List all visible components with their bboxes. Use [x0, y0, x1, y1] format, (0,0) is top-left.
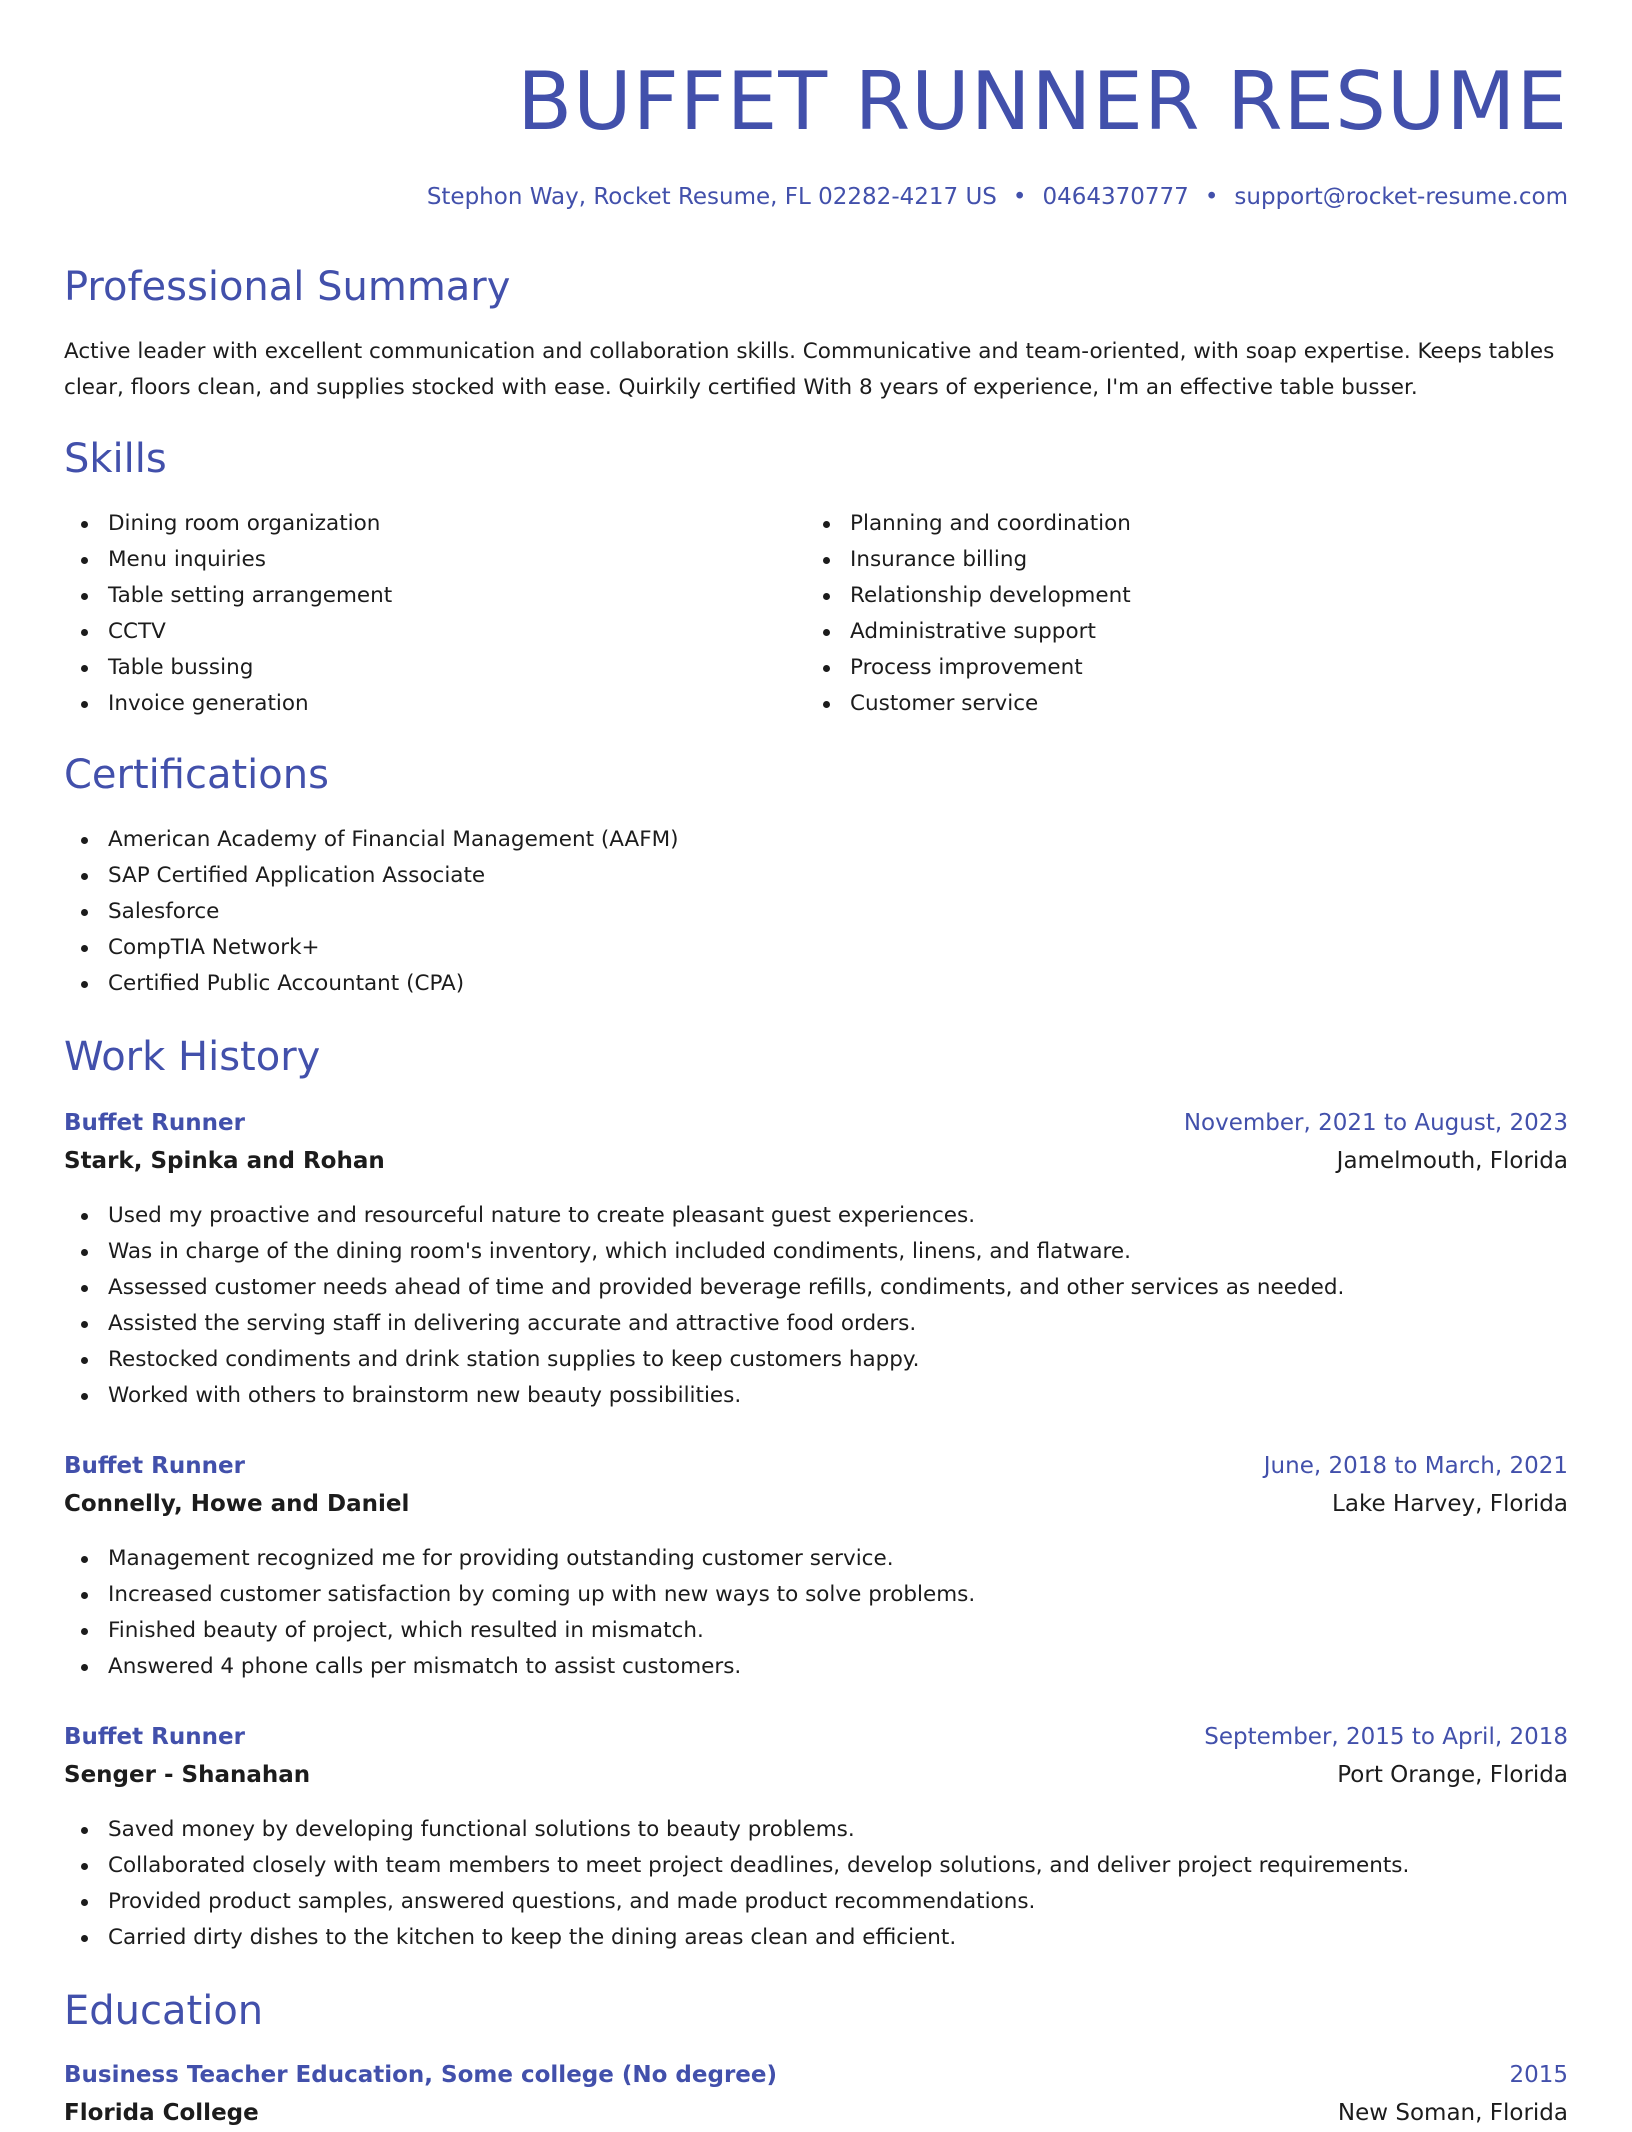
contact-phone: 0464370777 [1042, 184, 1189, 210]
job-dates: September, 2015 to April, 2018 [1204, 1724, 1568, 1750]
certification-item [108, 858, 679, 894]
job-bullet-text: Increased customer satisfaction by coming up with new ways to solve problems. [108, 1582, 976, 1607]
certification-label: SAP Certified Application Associate [108, 863, 486, 888]
job-dates: November, 2021 to August, 2023 [1183, 1110, 1568, 1136]
certifications-list [64, 822, 679, 1002]
skill-label: Insurance billing [850, 547, 1028, 572]
job-header [64, 1718, 1568, 1756]
bullet-icon [81, 909, 88, 916]
education-degree: Business Teacher Education, Some college (No degree) [64, 2062, 778, 2088]
skill-label: Table setting arrangement [108, 583, 393, 608]
job-bullet-text: Carried dirty dishes to the kitchen to keep the dining areas clean and efficient. [108, 1925, 957, 1950]
contact-address: Stephon Way, Rocket Resume, FL 02282-4217 US [426, 184, 997, 210]
skill-item [850, 686, 1131, 722]
bullet-icon [823, 629, 830, 636]
education-year: 2015 [1509, 2062, 1568, 2088]
job-bullets [64, 1541, 975, 1685]
skill-item [850, 542, 1131, 578]
skill-item [108, 578, 392, 614]
job-company: Connelly, Howe and Daniel [64, 1491, 410, 1517]
job-company: Stark, Spinka and Rohan [64, 1148, 385, 1174]
job-bullet-text: Used my proactive and resourceful nature to create pleasant guest experiences. [108, 1203, 976, 1228]
bullet-icon [81, 521, 88, 528]
certification-item [108, 822, 679, 858]
bullet-icon [823, 521, 830, 528]
skill-item [108, 542, 392, 578]
contact-email[interactable]: support@rocket-resume.com [1234, 184, 1568, 210]
job-bullet-text: Was in charge of the dining room's inventory, which included condiments, linens, and flatware. [108, 1239, 1131, 1264]
bullet-icon [81, 981, 88, 988]
job-title: Buffet Runner [64, 1453, 245, 1479]
skill-item [850, 506, 1131, 542]
bullet-icon [81, 1592, 88, 1599]
resume-title: BUFFET RUNNER RESUME [517, 55, 1568, 148]
skills-list-left [64, 506, 392, 722]
job-bullet-text: Finished beauty of project, which resulted in mismatch. [108, 1618, 704, 1643]
bullet-icon [81, 837, 88, 844]
skill-label: Menu inquiries [108, 547, 266, 572]
skill-label: Process improvement [850, 655, 1083, 680]
job-bullet-text: Answered 4 phone calls per mismatch to assist customers. [108, 1654, 742, 1679]
job-location: Lake Harvey, Florida [1332, 1491, 1568, 1517]
job-bullet [108, 1306, 1344, 1342]
bullet-icon [81, 1628, 88, 1635]
job-bullet [108, 1577, 975, 1613]
skill-item [850, 578, 1131, 614]
bullet-icon [81, 701, 88, 708]
education-header [64, 2056, 1568, 2094]
job-bullet [108, 1920, 1409, 1956]
education-subheader [64, 2094, 1568, 2126]
job-bullet-text: Management recognized me for providing outstanding customer service. [108, 1546, 894, 1571]
job-bullet-text: Collaborated closely with team members to meet project deadlines, develop solutions, and deliver project requirements. [108, 1853, 1410, 1878]
job-bullet-text: Worked with others to brainstorm new beauty possibilities. [108, 1383, 742, 1408]
bullet-icon [81, 1249, 88, 1256]
skills-heading: Skills [64, 436, 167, 482]
job-bullet-text: Provided product samples, answered questions, and made product recommendations. [108, 1889, 1036, 1914]
job-subheader [64, 1142, 1568, 1180]
job-bullet-text: Restocked condiments and drink station supplies to keep customers happy. [108, 1347, 920, 1372]
skill-label: Invoice generation [108, 691, 309, 716]
job-bullet [108, 1234, 1344, 1270]
job-bullet [108, 1198, 1344, 1234]
bullet-icon [81, 1213, 88, 1220]
job-bullets [64, 1198, 1344, 1414]
bullet-icon [823, 557, 830, 564]
skill-label: Planning and coordination [850, 511, 1131, 536]
job-header [64, 1104, 1568, 1142]
certifications-heading: Certifications [64, 752, 329, 798]
certification-item [108, 930, 679, 966]
certification-label: American Academy of Financial Management (AAFM) [108, 827, 679, 852]
bullet-icon [81, 1357, 88, 1364]
contact-separator: • [1012, 184, 1027, 210]
skill-item [108, 614, 392, 650]
bullet-icon [81, 873, 88, 880]
bullet-icon [81, 593, 88, 600]
bullet-icon [823, 593, 830, 600]
job-bullet [108, 1378, 1344, 1414]
skill-label: CCTV [108, 619, 166, 644]
summary-heading: Professional Summary [64, 264, 511, 310]
certification-item [108, 966, 679, 1002]
skill-label: Table bussing [108, 655, 254, 680]
job-bullet [108, 1649, 975, 1685]
certification-label: Certified Public Accountant (CPA) [108, 971, 465, 996]
job-title: Buffet Runner [64, 1724, 245, 1750]
contact-line [427, 180, 1568, 214]
job-subheader [64, 1485, 1568, 1523]
job-bullet [108, 1342, 1344, 1378]
job-bullet-text: Assessed customer needs ahead of time and provided beverage refills, condiments, and other services as needed. [108, 1275, 1345, 1300]
certification-label: Salesforce [108, 899, 220, 924]
job-bullet [108, 1812, 1409, 1848]
skill-item [108, 650, 392, 686]
skill-item [108, 686, 392, 722]
job-bullet-text: Saved money by developing functional solutions to beauty problems. [108, 1817, 855, 1842]
skill-item [108, 506, 392, 542]
education-school: Florida College [64, 2100, 259, 2126]
bullet-icon [81, 1664, 88, 1671]
job-title: Buffet Runner [64, 1110, 245, 1136]
job-dates: June, 2018 to March, 2021 [1263, 1453, 1568, 1479]
skills-list-right [806, 506, 1131, 722]
bullet-icon [81, 629, 88, 636]
education-heading: Education [64, 1988, 264, 2034]
skill-label: Administrative support [850, 619, 1096, 644]
work-history-heading: Work History [64, 1034, 321, 1080]
skill-item [850, 650, 1131, 686]
bullet-icon [81, 1863, 88, 1870]
bullet-icon [81, 1827, 88, 1834]
bullet-icon [823, 701, 830, 708]
certification-label: CompTIA Network+ [108, 935, 320, 960]
summary-text: Active leader with excellent communication and collaboration skills. Communicative and team-oriented, with soap expertise. Keeps tables clear, floors clean, and supplies stocked with ease. Quirkily certified With 8 years of experience, I'm an effective table busser. [64, 339, 1555, 400]
certification-item [108, 894, 679, 930]
job-bullet [108, 1541, 975, 1577]
bullet-icon [81, 945, 88, 952]
skill-label: Relationship development [850, 583, 1131, 608]
job-header [64, 1447, 1568, 1485]
job-bullet [108, 1848, 1409, 1884]
bullet-icon [81, 1556, 88, 1563]
job-bullet [108, 1884, 1409, 1920]
resume-page [64, 0, 1568, 2126]
bullet-icon [823, 665, 830, 672]
job-bullets [64, 1812, 1409, 1956]
bullet-icon [81, 1321, 88, 1328]
job-bullet [108, 1613, 975, 1649]
skill-label: Dining room organization [108, 511, 381, 536]
bullet-icon [81, 1899, 88, 1906]
skill-label: Customer service [850, 691, 1039, 716]
job-location: Jamelmouth, Florida [1336, 1148, 1568, 1174]
skill-item [850, 614, 1131, 650]
bullet-icon [81, 1935, 88, 1942]
bullet-icon [81, 1393, 88, 1400]
bullet-icon [81, 665, 88, 672]
bullet-icon [81, 1285, 88, 1292]
job-bullet [108, 1270, 1344, 1306]
contact-separator: • [1204, 184, 1219, 210]
education-location: New Soman, Florida [1337, 2100, 1568, 2126]
job-bullet-text: Assisted the serving staff in delivering accurate and attractive food orders. [108, 1311, 917, 1336]
job-company: Senger - Shanahan [64, 1762, 311, 1788]
bullet-icon [81, 557, 88, 564]
job-subheader [64, 1756, 1568, 1794]
job-location: Port Orange, Florida [1337, 1762, 1568, 1788]
